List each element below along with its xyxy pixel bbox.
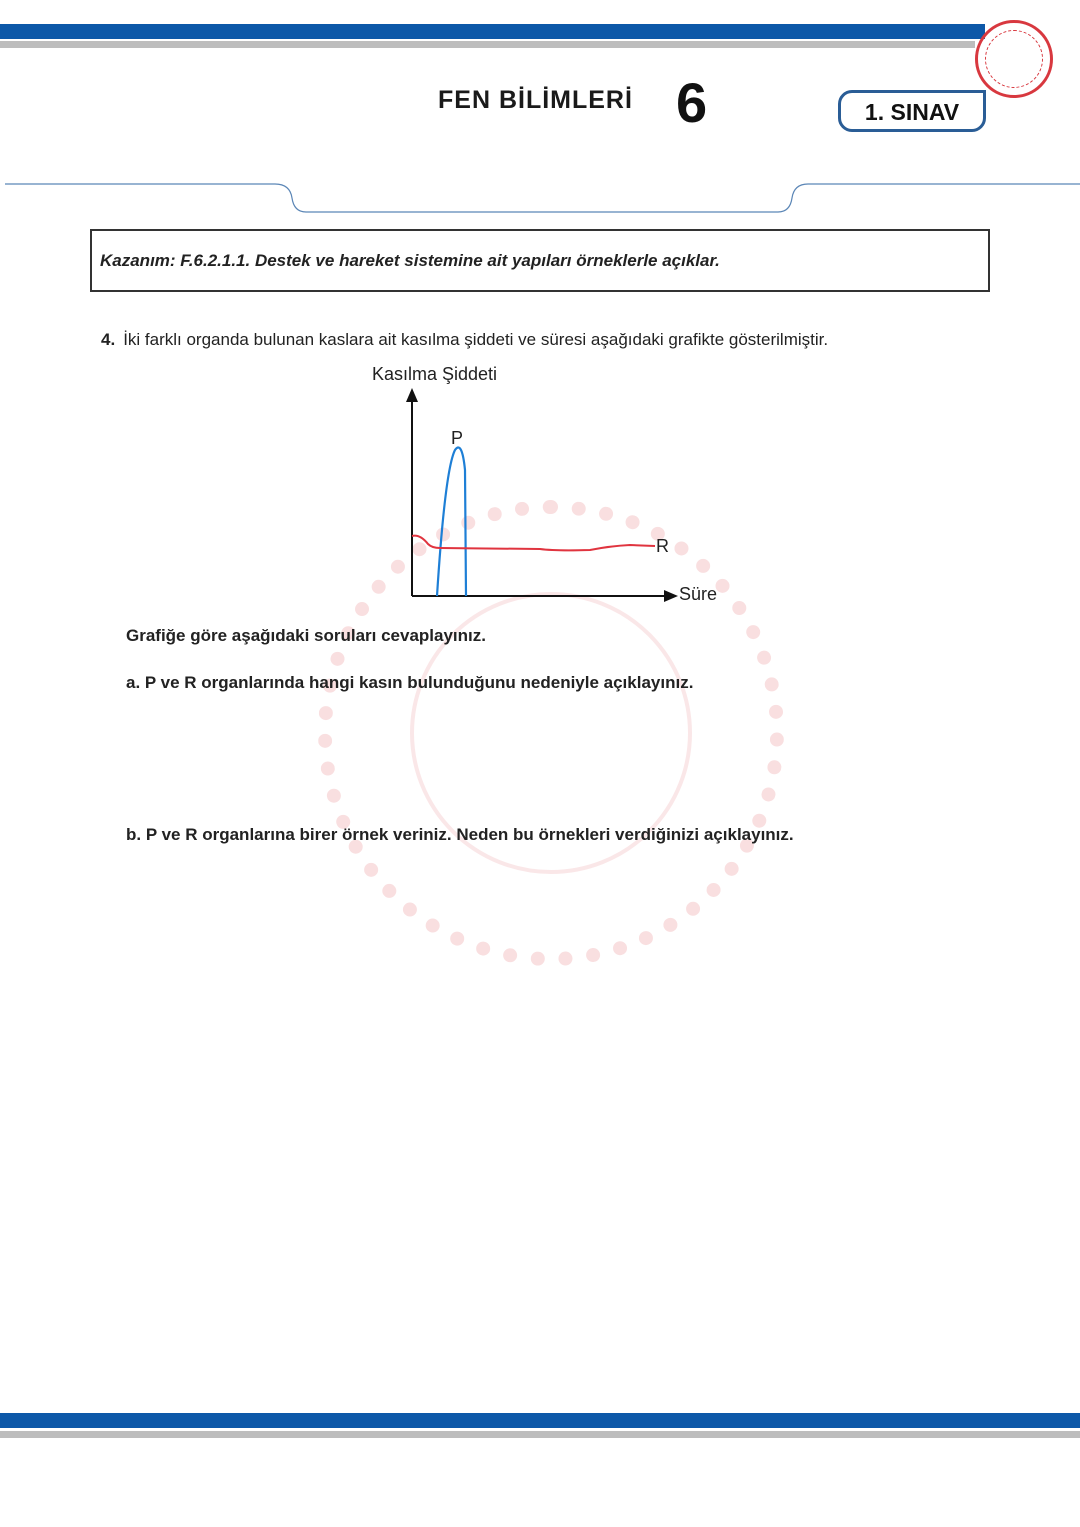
header-blue-bar	[0, 24, 985, 39]
series-r-label: R	[656, 536, 669, 556]
graph-y-label: Kasılma Şiddeti	[372, 364, 498, 384]
question-text: İki farklı organda bulunan kaslara ait kasılma şiddeti ve süresi aşağıdaki grafikte gösterilmiştir.	[123, 330, 829, 349]
exam-badge: 1. SINAV	[838, 90, 986, 132]
graph-x-label: Süre	[679, 584, 718, 604]
question-part-b: b. P ve R organlarına birer örnek veriniz. Neden bu örnekleri verdiğinizi açıklayınız.	[126, 825, 794, 844]
question-4	[101, 330, 828, 350]
y-axis-arrow	[406, 388, 418, 402]
kazanim-box: Kazanım: F.6.2.1.1. Destek ve hareket sistemine ait yapıları örneklerle açıklar.	[90, 229, 990, 292]
header-gray-bar	[0, 41, 975, 48]
question-part-a: a. P ve R organlarında hangi kasın bulunduğunu nedeniyle açıklayınız.	[126, 673, 694, 692]
footer-blue-bar	[0, 1413, 1080, 1428]
subject-title: FEN BİLİMLERİ	[438, 86, 633, 114]
grade-number: 6	[676, 71, 708, 134]
ministry-seal-inner	[985, 30, 1043, 88]
header-divider	[0, 180, 1080, 220]
footer-gray-bar	[0, 1431, 1080, 1438]
question-number: 4.	[101, 330, 116, 349]
question-prompt: Grafiğe göre aşağıdaki soruları cevaplayınız.	[126, 626, 486, 645]
series-p-label: P	[451, 428, 464, 448]
